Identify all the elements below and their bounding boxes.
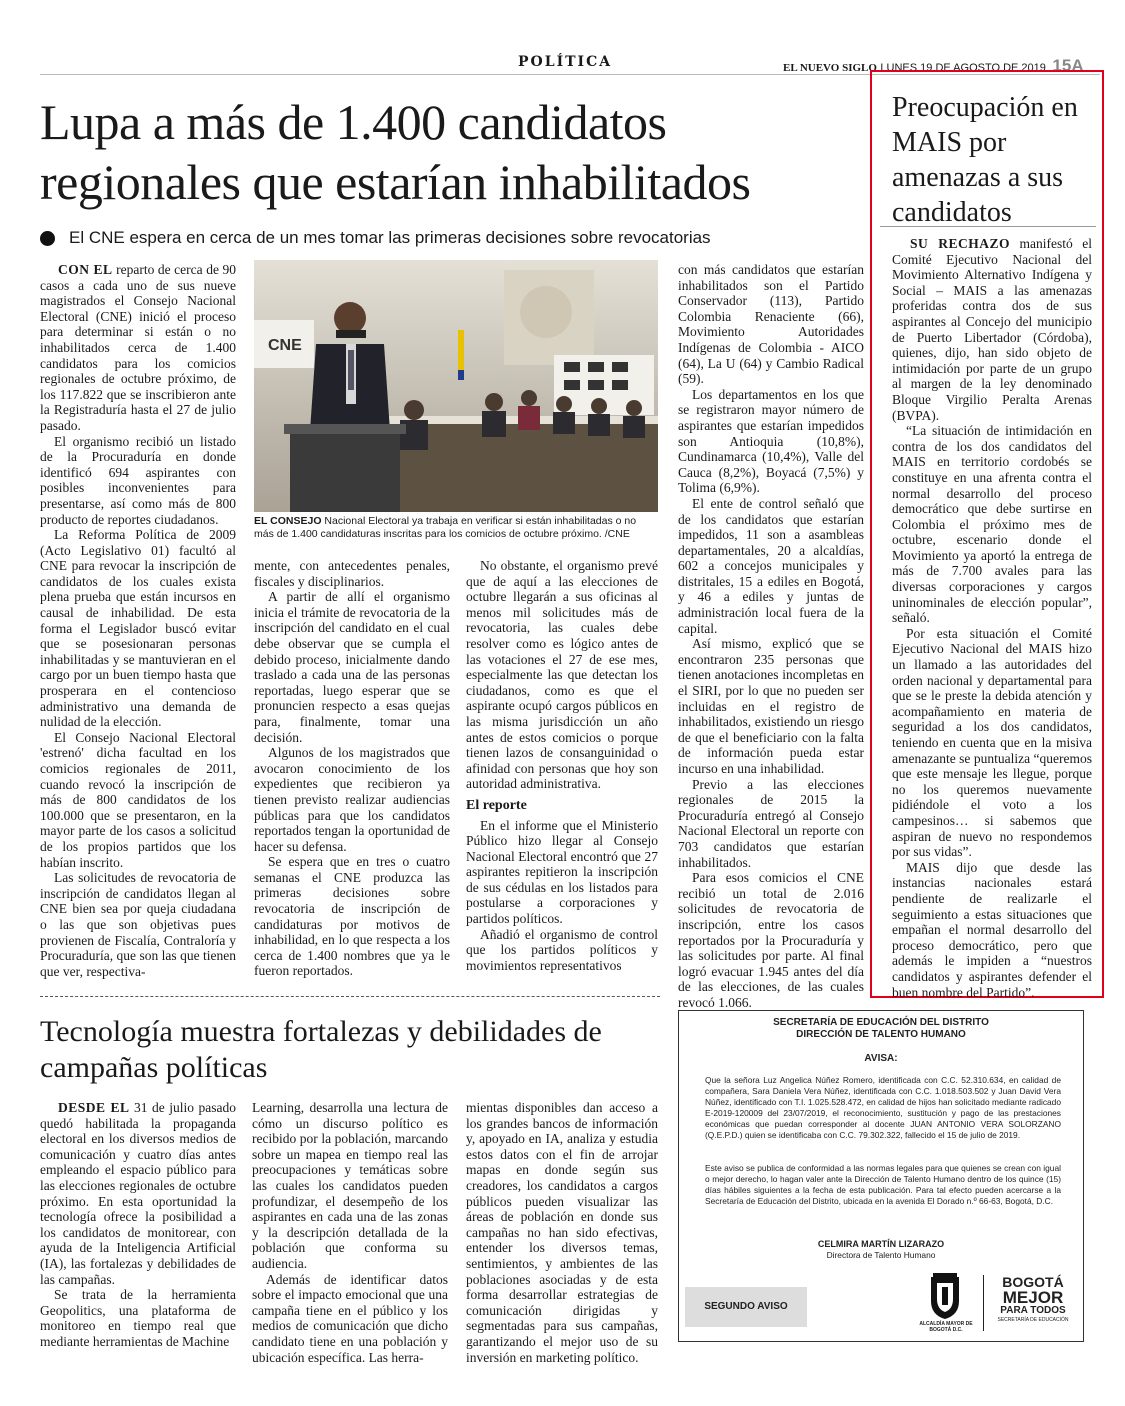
- signer-role: Directora de Talento Humano: [826, 1250, 936, 1260]
- lead-in: CON EL: [58, 262, 113, 277]
- second-column-1: [40, 1100, 236, 1396]
- paragraph: A partir de allí el organismo inicia el trámite de revocatoria de la inscripción del candidato en el cual debe observar que se cumpla el debido proceso, inicialmente dando traslado a cada una de las personas reportadas, luego esperar que se pronuncien respecto a esas quejas para, finalmente, tomar una decisión.: [254, 589, 450, 745]
- notice-signature: [679, 1239, 1083, 1261]
- paragraph: Los departamentos en los que se registraron mayor número de aspirantes que estarían impedidos son Antioquia (10,8%), Cundinamarca (10,4%), Valle del Cauca (8,2%), Boyacá (7,5%) y Tolima (6,9%).: [678, 386, 864, 496]
- notice-paragraph-2: Este aviso se publica de conformidad a las normas legales para que quienes se crean con igual o mejor derecho, lo hagan valer ante la Dirección de Talento Humano dentro de los quince (15) días hábiles siguientes a la fecha de esta publicación. Para tal efecto pueden acercarse a la Secretaría de Educación del Distrito, ubicada en la avenida El Dorado n.º 66-63, Bogotá, D.C.: [705, 1163, 1061, 1206]
- crest-label: ALCALDÍA MAYOR DE BOGOTÁ D.C.: [919, 1321, 973, 1333]
- paragraph: La Reforma Política de 2009 (Acto Legislativo 01) facultó al CNE para revocar la inscripción de candidatos de los cuales exista plena prueba que están incursos en causal de inhabilidad. De esta forma el Legislador buscó evitar que se posesionaran personas inhabilitadas y se mantuvieran en el cargo por un buen tiempo hasta que prosperara en el contencioso administrativo una demanda de nulidad de la elección.: [40, 527, 236, 730]
- paragraph: Previo a las elecciones regionales de 2015 la Procuraduría entregó al Consejo Nacional Electoral un reporte con 703 candidatos que estarían inhabilitados.: [678, 776, 864, 870]
- paragraph: Learning, desarrolla una lectura de cómo un discurso político es recibido por la población, marcando sobre un mapea en tiempo real las preocupaciones y temáticas sobre las cuales los candidatos pueden profundizar, el desempeño de los aspirantes en cada una de las zonas y la descripción detallada de la población que conforma su audiencia.: [252, 1100, 448, 1271]
- notice-heading: AVISA:: [864, 1053, 898, 1064]
- sidebar-rule: [880, 226, 1096, 227]
- notice-title-line-1: SECRETARÍA DE EDUCACIÓN DEL DISTRITO: [773, 1017, 989, 1028]
- paragraph: Algunos de los magistrados que avocaron conocimiento de los expedientes que recibieron ya tienen previsto realizar audiencias públicas para que los candidatos reportados tengan la oportunidad de hacer su defensa.: [254, 745, 450, 854]
- paragraph: Añadió el organismo de control que los partidos políticos y movimientos representativos: [466, 926, 658, 973]
- main-column-4: [678, 262, 864, 1010]
- second-column-3: [466, 1100, 658, 1396]
- main-column-2: [254, 558, 450, 978]
- paragraph: MAIS dijo que desde las instancias nacionales estará pendiente de realizarle el seguimiento a estas situaciones que empañan el normal desarrollo del proceso democrático, pero que además le impiden a “nuestros candidatos y aspirantes defender el buen nombre del Partido”.: [892, 859, 1092, 1000]
- sidebar-headline: Preocupación en MAIS por amenazas a sus candidatos: [892, 92, 1078, 228]
- paragraph: [892, 236, 1092, 423]
- notice-paragraph-1: Que la señora Luz Angelica Núñez Romero, identificada con C.C. 52.310.634, en calidad de compañera, Sara Daniela Vera Núñez, identificada con C.C. 1.018.503.502 y Juan David Vera Núñez, identificado con T.I. 1.025.528.472, en calidad de hijos han solicitado mediante radicado E-2019-120009 del 23/07/2019, el reconocimiento, sustitución y pago de las prestaciones económicas que puedan corresponder al docente JUAN ANTONIO VERA SOLORZANO (Q.E.P.D.) quien se identificaba con C.C. 79.302.322, fallecido el 15 de julio de 2019.: [705, 1075, 1061, 1140]
- lead-in: DESDE EL: [58, 1100, 130, 1115]
- notice-title: [679, 1017, 1083, 1041]
- second-column-2: [252, 1100, 448, 1396]
- bogota-logos: [915, 1273, 1075, 1339]
- bogota-mejor-logo: [991, 1275, 1075, 1324]
- bullet-icon: [40, 231, 55, 246]
- subheading: El reporte: [466, 797, 527, 813]
- cne-sign-text: CNE: [268, 337, 302, 354]
- paragraph: “La situación de intimidación en contra de los dos candidatos del MAIS en territorio cordobés se constituye en una afrenta contra el normal desarrollo del proceso democrático que debe surtirse en Colombia el próximo mes de octubre, escenario donde el Movimiento ya aportó la entrega de más de 7.700 avales para las diversas corporaciones y cargos uninominales de elección popular”, señaló.: [892, 423, 1092, 626]
- deck-text: El CNE espera en cerca de un mes tomar las primeras decisiones sobre revocatorias: [69, 228, 711, 247]
- story-divider: [40, 996, 660, 997]
- paragraph: mientas disponibles dan acceso a los grandes bancos de información y, apoyado en IA, analiza y estudia estos datos con el fin de arrojar mapas en donde según sus creadores, los candidatos a cargos públicos pueden visualizar las áreas de población en donde sus campañas no han sido efectivas, entender los diversos temas, sentimientos, y ambientes de las poblaciones asociadas y de esta forma desarrollar estrategias de comunicación dirigidas y segmentadas para sus campañas, garantizando el mejor uso de su inversión en marketing político.: [466, 1100, 658, 1365]
- paragraph: Por esta situación el Comité Ejecutivo Nacional del MAIS hizo un llamado a las autoridades del orden nacional y departamental para que se le preste la debida atención y acompañamiento en materia de seguridad a los dos candidatos, teniendo en cuenta que en la misiva amenazante se puntualiza “queremos que este mensaje les llegue, porque no los queremos nuevamente pidiéndole el voto a los campesinos… si sabemos que aspiran de nuevo no respondemos por sus vidas”.: [892, 625, 1092, 860]
- logo-line-2: MEJOR: [1002, 1288, 1064, 1307]
- paragraph: En el informe que el Ministerio Público hizo llegar al Consejo Nacional Electoral encontró que 27 aspirantes repitieron la inscripción de sus cédulas en los listados para postularse a corporaciones y partidos políticos.: [466, 817, 658, 927]
- paragraph: Para esos comicios el CNE recibió un total de 2.016 solicitudes de revocatoria de inscripción, entre los casos reportados por la Procuraduría y las solicitudes por parte. Al final logró evacuar 1.945 antes del día de las elecciones, de las cuales revocó 1.066.: [678, 870, 864, 1010]
- second-headline: Tecnología muestra fortalezas y debilidades de campañas políticas: [40, 1015, 602, 1084]
- caption-text: Nacional Electoral ya trabaja en verificar si están inhabilitadas o no más de 1.400 candidaturas inscritas para los comicios de octubre próximo. /CNE: [254, 515, 637, 540]
- page-number: 15A: [1052, 56, 1084, 75]
- paragraph: Se trata de la herramienta Geopolitics, una plataforma de monitoreo en tiempo real que mediante herramientas de Machine: [40, 1287, 236, 1349]
- paragraph: Además de identificar datos sobre el impacto emocional que una campaña tiene en el público y los medios de comunicación que dicho candidato tiene en una población y ubicación específica. Las herra-: [252, 1271, 448, 1365]
- paragraph: Así mismo, explicó que se encontraron 235 personas que tienen anotaciones incompletas en el SIRI, por lo que no pueden ser incluidas en el registro de inhabilitados, existiendo un riesgo de que el beneficiario con la falta de información pueda estar incurso en una inhabilidad.: [678, 636, 864, 776]
- logo-line-3: PARA TODOS: [1000, 1305, 1066, 1316]
- legal-notice: [678, 1010, 1084, 1342]
- paragraph: No obstante, el organismo prevé que de aquí a las elecciones de octubre llegarán a sus oficinas al menos mil solicitudes más de revocatoria, las cuales debe resolver como es lógico antes de las votaciones el 27 de ese mes, especialmente las que detectan los ciudadanos, como es que el aspirante ocupó cargos públicos en las misma jurisdicción un año antes de estos comicios o porque tienen lazos de consanguinidad o afinidad con personas que hoy son autoridad administrativa.: [466, 558, 658, 792]
- photo-caption: [254, 515, 658, 541]
- issue-date: LUNES 19 DE AGOSTO DE 2019: [880, 62, 1046, 74]
- cne-session-image: [254, 260, 658, 512]
- paragraph: [40, 262, 236, 434]
- paragraph: Las solicitudes de revocatoria de inscripción de candidatos llegan al CNE bien sea por queja ciudadana o las que son objetivas pues provienen de Fiscalía, Contraloría y Procuraduría, que son las que tienen que ver, respectiva-: [40, 870, 236, 979]
- newspaper-name: EL NUEVO SIGLO: [783, 62, 877, 74]
- paragraph: mente, con antecedentes penales, fiscales y disciplinarios.: [254, 558, 450, 589]
- sidebar-body: [892, 236, 1092, 1000]
- main-column-3: [466, 558, 658, 978]
- paragraph-text: reparto de cerca de 90 casos a cada uno de sus nueve magistrados el Consejo Nacional Electoral (CNE) inició el proceso para determinar si están o no inhabilitados cerca de 1.400 candidatos para los comicios regionales de octubre próximo, de los 117.822 que se inscribieron ante la Registraduría hasta el 27 de julio pasado.: [40, 262, 236, 433]
- paragraph-text: 31 de julio pasado quedó habilitada la propaganda electoral en los diversos medios de comunicación y cuatro días antes empleando el espacio público para las elecciones regionales de octubre próximo. En esta oportunidad la tecnología ofrece la posibilidad a los candidatos de monitorear, con ayuda de la Inteligencia Artificial (IA), las fortalezas y debilidades de las campañas.: [40, 1100, 237, 1287]
- alcaldia-crest-icon: [925, 1273, 965, 1321]
- segundo-aviso-badge: SEGUNDO AVISO: [685, 1287, 807, 1327]
- paragraph: con más candidatos que estarían inhabilitados son el Partido Conservador (113), Partido Colombia Renaciente (66), Movimiento Autoridades Indígenas de Colombia - AICO (64), La U (64) y Cambio Radical (59).: [678, 262, 864, 387]
- signer-name: CELMIRA MARTÍN LIZARAZO: [817, 1239, 945, 1249]
- paragraph: Se espera que en tres o cuatro semanas el CNE produzca las primeras decisiones sobre revocatoria de inscripción de candidaturas por motivos de inhabilidad, en lo que respecta a los cerca de 1.400 nombres que ya le fueron reportados.: [254, 854, 450, 979]
- paragraph: El organismo recibió un listado de la Procuraduría en donde identificó 694 aspirantes con posibles inconvenientes para presentarse, así como más de 800 producto de reportes ciudadanos.: [40, 433, 236, 527]
- paragraph: El ente de control señaló que de los candidatos que estarían impedidos, 11 son a asambleas departamentales, 20 a alcaldías, 602 a concejos municipales y distritales, 15 a ediles en Bogotá, y 46 a ediles y juntas de administración local fuera de la capital.: [678, 495, 864, 636]
- logo-separator: [983, 1275, 984, 1331]
- logo-line-1: BOGOTÁ: [1002, 1274, 1064, 1290]
- paragraph: [40, 1100, 236, 1287]
- cne-photo: [254, 260, 658, 512]
- paragraph-text: manifestó el Comité Ejecutivo Nacional del Movimiento Alternativo Indígena y Social – MAIS a las amenazas proferidas contra dos de sus aspirantes al Concejo del municipio de Puerto Libertador (Córdoba), quienes, dijo, han sido objeto de intimidación por parte de un grupo al margen de la ley denominado Bloque Virgilio Peralta Arenas (BVPA).: [892, 236, 1092, 423]
- main-column-1: [40, 262, 236, 978]
- main-headline: Lupa a más de 1.400 candidatos regionales que estarían inhabilitados: [40, 94, 751, 210]
- lead-in: SU RECHAZO: [910, 236, 1011, 251]
- paragraph: El Consejo Nacional Electoral 'estrenó' dicha facultad en los comicios regionales de 2011, cuando revocó la inscripción de más de 800 candidatos de los 100.000 que se presentaron, en la mayor parte de los casos a solicitud de los propios partidos que los habían inscrito.: [40, 729, 236, 870]
- notice-title-line-2: DIRECCIÓN DE TALENTO HUMANO: [796, 1029, 966, 1040]
- logo-line-4: SECRETARÍA DE EDUCACIÓN: [997, 1317, 1069, 1323]
- caption-lead: EL CONSEJO: [254, 515, 322, 527]
- section-name: POLÍTICA: [518, 54, 613, 70]
- main-deck: [40, 228, 860, 248]
